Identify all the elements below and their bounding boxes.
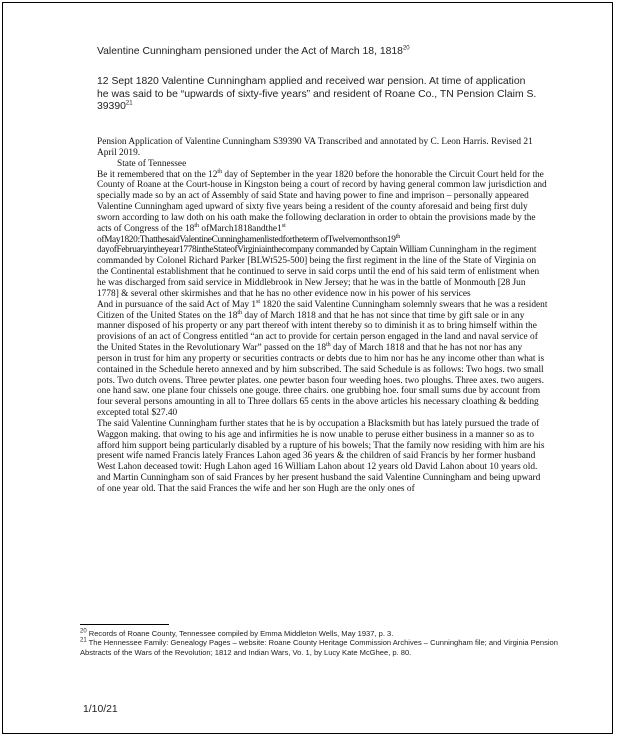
transcript-paragraph-declaration: Be it remembered that on the 12th day of September in the year 1820 before the honorable the Circuit Court held for the County of Roane at the Court-house in Kingston being a court of record by having general common law jurisdiction and specially made so by an act of Assembly of said State and having power to fine and imprison – personally appeared Valentine Cunningham aged upward of sixty five years being a resident of the county aforesaid and being first duly sworn according to law doth on his oath make the following declaration in order to obtain the provisions made by the acts of Congress of the 18th ofMarch1818andthe1st ofMay1820:ThatthesaidValentineCunninghamenlistedfortheterm ofTwelvemonthson19th dayofFebruaryintheyear1778intheStateofVirginiainthecompany commanded by Captain William Cunningham in the regiment commanded by Colonel Richard Parker [BLWt525-500] being the first regiment in the line of the State of Virginia on the Continental establishment that he continued to serve in said corps until the end of his said term of enlistment when he was discharged from said service in Middlebrook in New Jersey; that he was in the battle of Monmouth [28 Jun 1778] & several other skirmishes and that he has no other evidence now in his power of his services: [97, 168, 547, 299]
summary-text: 12 Sept 1820 Valentine Cunningham applied and received war pension. At time of application he was said to be “upwards of sixty-five years” and resident of Roane Co., TN Pension Claim S. 39390: [97, 76, 537, 113]
transcript-state: State of Tennessee: [117, 158, 187, 169]
footnote-ref-20: 20: [402, 45, 410, 52]
footnote-ref-21: 21: [125, 100, 133, 107]
transcript-paragraph-occupation: The said Valentine Cunningham further states that he is by occupation a Blacksmith but has lately pursued the trade of Waggon making. that owing to his age and infirmities he is now unable to peruse either business in a manner so as to afford him support being particularly disabled by a rupture of his bowels; That the family now residing with him are his present wife named Francis lately Frances Lahon aged 36 years & the children of said Francis by her former husband West Lahon deceased towit: Hugh Lahon aged 16 William Lahon about 12 years old David Lahon about 10 years old. and Martin Cunningham son of said Frances by her present husband the said Valentine Cunningham and being upward of one year old. That the said Frances the wife and her son Hugh are the only ones of: [97, 418, 545, 494]
pension-transcript: [97, 137, 548, 495]
transcript-paragraph-schedule: And in pursuance of the said Act of May 1st 1820 the said Valentine Cunningham solemnly swears that he was a resident Citizen of the United States on the 18th day of March 1818 and that he has not since that time by gift sale or in any manner disposed of his property or any part thereof with intent thereby so to diminish it as to bring himself within the provisions of an act of Congress entitled “an act to provide for certain person engaged in the land and naval service of the United States in the Revolutionary War” passed on the 18th day of March 1818 and that he has not nor has any person in trust for him any property or securities contracts or debts due to him nor has he any income other than what is contained in the Schedule hereto annexed and by him subscribed. The said Schedule is as follows: Two hogs. two small pots. Two dutch ovens. Three pewter plates. one pewter bason four weeding hoes. two ploughs. Three axes. two augers. one hand saw. one plane four chissels one gouge. three chairs. one grubbing hoe. four small sums due by account from four several persons amounting in all to Three dollars 65 cents in the above articles his necessary cloathing & bedding excepted total $27.40: [97, 298, 548, 419]
page-date: 1/10/21: [83, 704, 118, 715]
footnote-divider: [80, 624, 169, 625]
transcript-intro: Pension Application of Valentine Cunningham S39390 VA Transcribed and annotated by C. Leon Harris. Revised 21 April 2019.: [97, 137, 533, 158]
heading-text: Valentine Cunningham pensioned under the Act of March 18, 1818: [97, 46, 403, 57]
footnote-21: $^{21}$ The Hennessee Family: Genealogy Pages – website: Roane County Heritage Commission Archives – Cunningham file; and Virginia Pension Abstracts of the Wars of the Revolution; 1812 and Indian Wars, Vo. 1, by Lucy Kate McGhee, p. 80.: [80, 637, 558, 657]
pension-summary: [97, 76, 537, 114]
footnotes: [80, 629, 560, 657]
footnote-20: $^{20}$ Records of Roane County, Tennessee compiled by Emma Middleton Wells, May 1937, p. 3.: [80, 628, 394, 638]
document-page: [2, 2, 613, 734]
document-heading: [97, 46, 410, 57]
